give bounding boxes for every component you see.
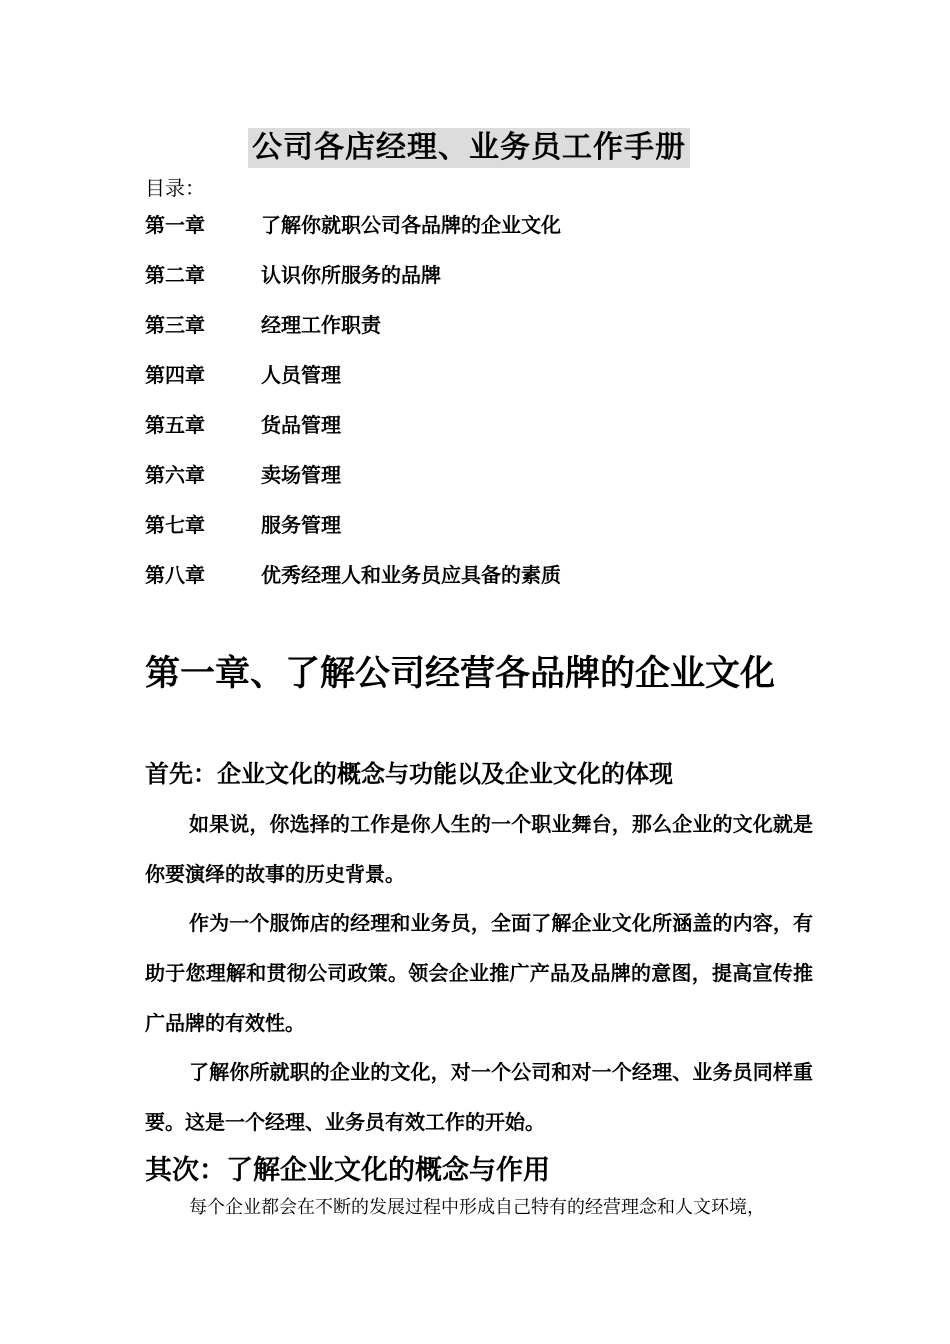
toc-item xyxy=(145,460,341,490)
toc-item-number: 第六章 xyxy=(145,463,205,487)
paragraph-line: 每个企业都会在不断的发展过程中形成自己特有的经营理念和人文环境， xyxy=(189,1197,765,1218)
toc-item-title: 优秀经理人和业务员应具备的素质 xyxy=(261,563,561,587)
toc-heading: 目录： xyxy=(145,176,205,200)
toc-item xyxy=(145,210,561,240)
toc-item xyxy=(145,560,561,590)
toc-item-number: 第八章 xyxy=(145,563,205,587)
toc-item-number: 第三章 xyxy=(145,313,205,337)
toc-item-number: 第七章 xyxy=(145,513,205,537)
paragraph: 作为一个服饰店的经理和业务员，全面了解企业文化所涵盖的内容，有助于您理解和贯彻公司政策。领会企业推广产品及品牌的意图，提高宣传推广品牌的有效性。 xyxy=(145,911,813,1035)
toc-item-title: 认识你所服务的品牌 xyxy=(261,263,441,287)
toc-item-number: 第四章 xyxy=(145,363,205,387)
chapter-title: 第一章、了解公司经营各品牌的企业文化 xyxy=(145,654,776,694)
section-heading: 其次：了解企业文化的概念与作用 xyxy=(145,1155,550,1186)
paragraph: 了解你所就职的企业的文化，对一个公司和对一个经理、业务员同样重要。这是一个经理、业务员有效工作的开始。 xyxy=(145,1060,813,1134)
toc-item-title: 货品管理 xyxy=(261,413,341,437)
paragraph: 如果说，你选择的工作是你人生的一个职业舞台，那么企业的文化就是你要演绎的故事的历史背景。 xyxy=(145,812,813,886)
document-title: 公司各店经理、业务员工作手册 xyxy=(248,128,690,168)
toc-item xyxy=(145,260,441,290)
toc-item xyxy=(145,510,341,540)
toc-item-number: 第五章 xyxy=(145,413,205,437)
toc-item-title: 卖场管理 xyxy=(261,463,341,487)
toc-item-title: 了解你就职公司各品牌的企业文化 xyxy=(261,213,561,237)
toc-item-title: 服务管理 xyxy=(261,513,341,537)
toc-item xyxy=(145,360,341,390)
toc-item-title: 经理工作职责 xyxy=(261,313,381,337)
toc-item xyxy=(145,310,381,340)
toc-item-title: 人员管理 xyxy=(261,363,341,387)
toc-item-number: 第一章 xyxy=(145,213,205,237)
section-heading: 首先：企业文化的概念与功能以及企业文化的体现 xyxy=(145,760,673,788)
toc-item-number: 第二章 xyxy=(145,263,205,287)
toc-item xyxy=(145,410,341,440)
